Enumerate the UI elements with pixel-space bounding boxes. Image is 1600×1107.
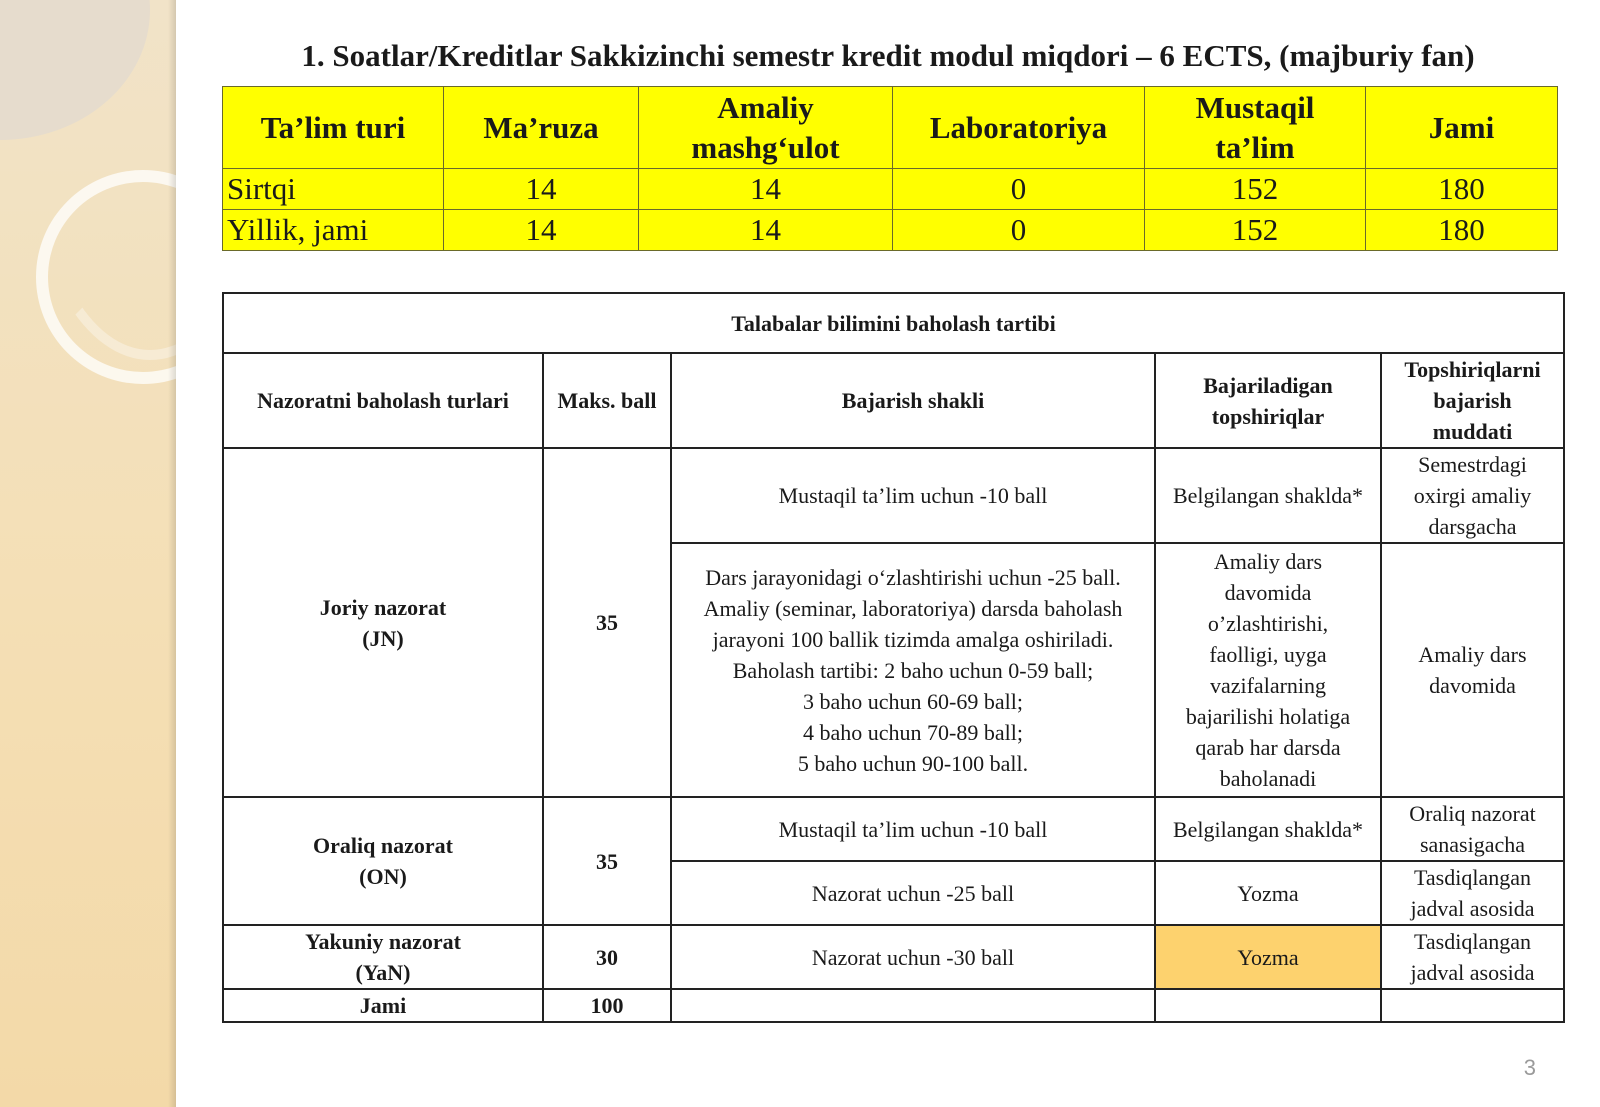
deadline-cell — [1381, 925, 1564, 989]
total-value: 100 — [543, 989, 671, 1022]
table-row-total — [223, 989, 1564, 1022]
task-cell-highlighted: Yozma — [1155, 925, 1381, 989]
header-cell — [1381, 353, 1564, 448]
page-number: 3 — [1523, 1055, 1536, 1080]
control-type-label: Yakuniy nazorat — [305, 929, 461, 954]
form-cell: Mustaqil ta’lim uchun -10 ball — [671, 797, 1155, 861]
header-cell: Nazoratni baholash turlari — [223, 353, 543, 448]
form-line: 5 baho uchun 90-100 ball. — [797, 750, 1029, 776]
table-header-row — [223, 87, 1558, 169]
header-cell — [639, 87, 893, 169]
form-cell: Nazorat uchun -25 ball — [671, 861, 1155, 925]
table-cell: 0 — [893, 210, 1145, 251]
max-score-cell: 30 — [543, 925, 671, 989]
task-cell: Belgilangan shakldа* — [1155, 448, 1381, 543]
table-cell: Yillik, jami — [223, 210, 444, 251]
table-cell: 180 — [1366, 169, 1558, 210]
control-type-abbr: (YaN) — [355, 960, 411, 985]
form-line: 3 baho uchun 60-69 ball; — [803, 688, 1023, 714]
sidebar-shadow — [168, 0, 176, 1107]
table-row — [223, 797, 1564, 861]
form-line: jarayoni 100 ballik tizimda amalga oshiriladi. — [712, 626, 1114, 652]
header-cell: Jami — [1366, 87, 1558, 169]
deadline-cell — [1381, 448, 1564, 543]
table-cell: 0 — [893, 169, 1145, 210]
grading-table — [222, 292, 1565, 1023]
table-cell: Sirtqi — [223, 169, 444, 210]
deadline-text: Tasdiqlangan jadval asosida — [1410, 929, 1535, 985]
slide-title: 1. Soatlar/Kreditlar Sakkizinchi semestr kredit modul miqdori – 6 ECTS, (majburiy fan) — [301, 38, 1475, 73]
deadline-cell — [1381, 797, 1564, 861]
form-cell: Mustaqil ta’lim uchun -10 ball — [671, 448, 1155, 543]
header-text: Amaliy mashg‘ulot — [691, 89, 840, 165]
table-caption: Talabalar bilimini baholash tartibi — [223, 293, 1564, 353]
header-text: Topshiriqlarni bajarish muddati — [1404, 357, 1541, 444]
header-text: Bajariladigan topshiriqlar — [1203, 372, 1333, 429]
table-row — [223, 210, 1558, 251]
empty-cell — [1381, 989, 1564, 1022]
form-line: Baholash tartibi: 2 baho uchun 0-59 ball; — [732, 657, 1094, 683]
table-header-row — [223, 353, 1564, 448]
control-type-abbr: (ON) — [359, 864, 407, 889]
header-cell: Bajarish shakli — [671, 353, 1155, 448]
max-score-cell: 35 — [543, 797, 671, 925]
form-line: Amaliy (seminar, laboratoriya) darsda baholash — [703, 595, 1123, 621]
empty-cell — [671, 989, 1155, 1022]
header-text: Mustaqil ta’lim — [1195, 89, 1315, 165]
header-cell — [1145, 87, 1366, 169]
control-type-cell — [223, 925, 543, 989]
control-type-cell — [223, 797, 543, 925]
table-cell: 14 — [639, 169, 893, 210]
header-cell — [1155, 353, 1381, 448]
form-line: Dars jarayonidagi o‘zlashtirishi uchun -25 ball. — [705, 564, 1121, 590]
table-cell: 180 — [1366, 210, 1558, 251]
header-cell: Laboratoriya — [893, 87, 1145, 169]
table-cell: 14 — [444, 169, 639, 210]
deadline-text: Tasdiqlangan jadval asosida — [1410, 865, 1535, 921]
control-type-abbr: (JN) — [362, 625, 404, 651]
header-cell: Ta’lim turi — [223, 87, 444, 169]
decorative-sidebar — [0, 0, 176, 1107]
table-row — [223, 169, 1558, 210]
task-cell — [1155, 543, 1381, 797]
form-cell: Nazorat uchun -30 ball — [671, 925, 1155, 989]
header-cell: Ma’ruza — [444, 87, 639, 169]
table-caption-row — [223, 293, 1564, 353]
deadline-cell — [1381, 543, 1564, 797]
max-score-cell: 35 — [543, 448, 671, 797]
task-text: Amaliy dars davomida o’zlashtirishi, faolligi, uyga vazifalarning bajarilishi holatiga qarab har darsda baholanadi — [1185, 549, 1351, 791]
hours-credits-table — [222, 86, 1558, 251]
deadline-cell — [1381, 861, 1564, 925]
table-cell: 152 — [1145, 210, 1366, 251]
deadline-text: Semestrdagi oxirgi amaliy darsgacha — [1413, 452, 1532, 539]
form-line: 4 baho uchun 70-89 ball; — [803, 719, 1023, 745]
task-cell: Belgilangan shakldа* — [1155, 797, 1381, 861]
control-type-label: Joriy nazorat — [319, 594, 447, 620]
empty-cell — [1155, 989, 1381, 1022]
form-cell — [671, 543, 1155, 797]
task-cell: Yozma — [1155, 861, 1381, 925]
deadline-text: Oraliq nazorat sanasigacha — [1409, 801, 1536, 857]
header-cell: Maks. ball — [543, 353, 671, 448]
table-row — [223, 925, 1564, 989]
table-cell: 14 — [444, 210, 639, 251]
deadline-text: Amaliy dars davomida — [1418, 642, 1527, 698]
table-cell: 152 — [1145, 169, 1366, 210]
control-type-label: Oraliq nazorat — [313, 833, 453, 858]
control-type-cell — [223, 448, 543, 797]
table-cell: 14 — [639, 210, 893, 251]
total-label: Jami — [223, 989, 543, 1022]
table-row — [223, 448, 1564, 543]
